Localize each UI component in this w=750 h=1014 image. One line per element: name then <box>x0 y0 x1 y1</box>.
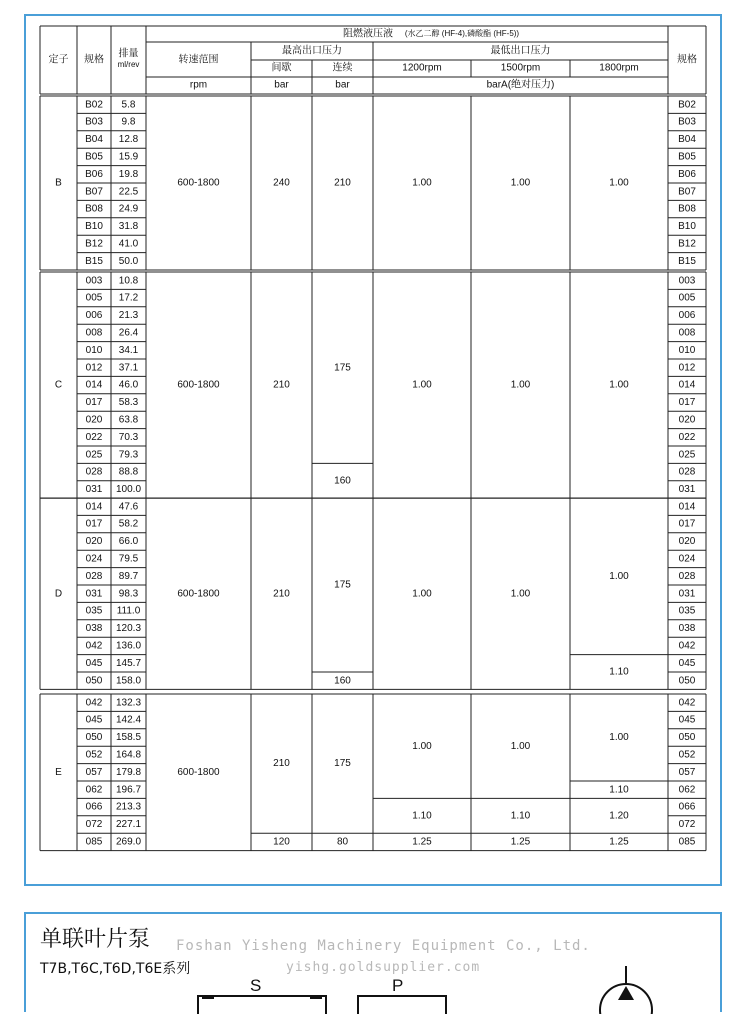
row-spec: 042 <box>85 640 103 652</box>
row-spec-right: 052 <box>678 749 696 761</box>
watermark-company: Foshan Yisheng Machinery Equipment Co., Ltd. <box>176 938 591 954</box>
row-displacement: 58.3 <box>118 397 139 409</box>
cell-continuous: 160 <box>334 475 351 487</box>
group-speed-range: 600-1800 <box>177 766 220 778</box>
header-max-outlet: 最高出口压力 <box>282 45 342 57</box>
row-displacement: 88.8 <box>118 466 139 478</box>
row-spec: 038 <box>85 623 103 635</box>
header-intermittent: 间歇 <box>271 62 292 74</box>
row-spec-right: 062 <box>678 784 696 796</box>
row-spec-right: 042 <box>678 697 696 709</box>
cell-r1500: 1.00 <box>510 177 531 189</box>
row-spec: B06 <box>85 168 103 180</box>
row-spec: 008 <box>85 327 103 339</box>
section-subtitle: T7B,T6C,T6D,T6E系列 <box>40 961 191 977</box>
cell-r1200: 1.00 <box>412 379 432 391</box>
row-displacement: 37.1 <box>118 362 139 374</box>
row-spec-right: 003 <box>678 275 696 287</box>
row-displacement: 89.7 <box>118 570 139 582</box>
row-spec-right: 050 <box>678 732 696 744</box>
row-displacement: 120.3 <box>115 623 142 635</box>
row-displacement: 12.8 <box>118 134 139 146</box>
row-spec: 050 <box>85 732 103 744</box>
cell-continuous: 210 <box>334 177 351 189</box>
row-spec: 014 <box>85 501 103 513</box>
port-p-label: P <box>392 976 404 995</box>
header-absolute-pressure: barA(绝对压力) <box>486 79 555 91</box>
row-spec-right: B05 <box>678 151 696 163</box>
row-spec-right: 031 <box>678 484 696 496</box>
row-spec-right: 028 <box>678 570 696 582</box>
row-displacement: 21.3 <box>118 310 139 322</box>
row-displacement: 50.0 <box>118 255 139 267</box>
group-stator: E <box>55 766 62 778</box>
row-spec: 003 <box>85 275 103 287</box>
row-displacement: 136.0 <box>115 640 142 652</box>
header-stator: 定子 <box>48 54 69 66</box>
group-speed-range: 600-1800 <box>177 588 220 600</box>
row-spec: 017 <box>85 397 103 409</box>
cell-intermittent: 120 <box>273 836 290 848</box>
row-spec-right: 038 <box>678 623 696 635</box>
cell-r1800: 1.00 <box>609 570 629 582</box>
port-s-block <box>198 996 326 1014</box>
row-spec: B08 <box>85 203 103 215</box>
row-spec: B03 <box>85 116 103 128</box>
row-spec: B02 <box>85 99 103 111</box>
cell-r1200: 1.00 <box>412 588 432 600</box>
row-spec: 017 <box>85 518 103 530</box>
row-displacement: 100.0 <box>115 484 142 496</box>
row-spec-right: 035 <box>678 605 696 617</box>
row-spec-right: 022 <box>678 431 696 443</box>
header-1200rpm: 1200rpm <box>402 62 442 74</box>
row-spec-right: 066 <box>678 801 696 813</box>
row-displacement: 58.2 <box>118 518 139 530</box>
group-speed-range: 600-1800 <box>177 379 220 391</box>
row-displacement: 111.0 <box>116 605 141 617</box>
header-bar-intermittent: bar <box>274 79 289 91</box>
row-spec-right: 031 <box>678 588 696 600</box>
row-spec: 052 <box>85 749 103 761</box>
row-spec: 031 <box>85 588 103 600</box>
row-displacement: 213.3 <box>115 801 142 813</box>
port-p-block <box>358 996 446 1014</box>
row-spec: 028 <box>85 466 103 478</box>
cell-intermittent: 210 <box>273 758 290 770</box>
header-spec-right: 规格 <box>677 54 697 66</box>
row-displacement: 22.5 <box>118 186 139 198</box>
row-spec-right: 024 <box>678 553 696 565</box>
row-spec: 020 <box>85 414 103 426</box>
row-spec: 006 <box>85 310 103 322</box>
row-spec-right: B12 <box>678 238 696 250</box>
header-spec: 规格 <box>84 54 104 66</box>
row-spec-right: 045 <box>678 657 696 669</box>
row-displacement: 79.5 <box>118 553 139 565</box>
row-spec: 045 <box>85 714 103 726</box>
header-fluid-title: 阻燃液压液 <box>343 28 393 40</box>
row-displacement: 34.1 <box>118 344 139 356</box>
cell-r1500: 1.00 <box>510 740 531 752</box>
cell-r1200: 1.00 <box>412 740 432 752</box>
row-displacement: 196.7 <box>115 784 142 796</box>
row-displacement: 158.5 <box>115 732 142 744</box>
row-spec: B05 <box>85 151 103 163</box>
cell-r1800: 1.00 <box>609 177 629 189</box>
group-stator: B <box>55 177 62 189</box>
group-speed-range: 600-1800 <box>177 177 220 189</box>
watermark-url: yishg.goldsupplier.com <box>286 960 481 975</box>
row-spec-right: B08 <box>678 203 696 215</box>
row-spec-right: 085 <box>678 836 696 848</box>
row-spec-right: 057 <box>678 766 696 778</box>
row-displacement: 10.8 <box>118 275 139 287</box>
row-displacement: 9.8 <box>121 116 136 128</box>
row-spec: 014 <box>85 379 103 391</box>
row-displacement: 63.8 <box>118 414 139 426</box>
row-spec-right: 020 <box>678 414 696 426</box>
row-spec: 028 <box>85 570 103 582</box>
row-spec: 035 <box>85 605 103 617</box>
single-vane-pump-section <box>24 912 722 1012</box>
row-spec-right: 008 <box>678 327 696 339</box>
row-displacement: 15.9 <box>118 151 139 163</box>
cell-continuous: 175 <box>334 579 351 591</box>
row-spec-right: 020 <box>678 536 696 548</box>
row-spec-right: 014 <box>678 501 696 513</box>
cell-r1800: 1.25 <box>609 836 629 848</box>
cell-r1800: 1.00 <box>609 379 629 391</box>
row-displacement: 179.8 <box>115 766 142 778</box>
row-displacement: 24.9 <box>118 203 139 215</box>
cell-r1200: 1.25 <box>412 836 432 848</box>
row-spec: B10 <box>85 221 103 233</box>
cell-r1800: 1.10 <box>609 666 629 678</box>
group-stator: C <box>54 379 63 391</box>
row-displacement: 79.3 <box>118 449 139 461</box>
row-displacement: 5.8 <box>121 99 136 111</box>
row-displacement: 145.7 <box>115 657 142 669</box>
cell-continuous: 160 <box>334 675 351 687</box>
row-spec-right: 006 <box>678 310 696 322</box>
row-spec-right: 017 <box>678 397 696 409</box>
cell-r1800: 1.00 <box>609 732 629 744</box>
header-fluid-note: (水乙二醇 (HF-4),磷酸酯 (HF-5)) <box>404 29 520 39</box>
row-displacement: 70.3 <box>118 431 139 443</box>
cell-r1500: 1.00 <box>510 379 531 391</box>
row-displacement: 17.2 <box>118 292 139 304</box>
row-spec-right: 012 <box>678 362 696 374</box>
row-displacement: 41.0 <box>118 238 139 250</box>
cell-r1500: 1.10 <box>510 810 531 822</box>
row-spec-right: 017 <box>678 518 696 530</box>
row-displacement: 46.0 <box>118 379 139 391</box>
header-displacement: 排量 <box>118 48 139 60</box>
row-spec: 012 <box>85 362 103 374</box>
header-displacement-unit: ml/rev <box>117 60 140 70</box>
row-spec-right: B03 <box>678 116 696 128</box>
header-bar-continuous: bar <box>335 79 350 91</box>
row-spec: 031 <box>85 484 103 496</box>
row-displacement: 26.4 <box>118 327 139 339</box>
cell-r1800: 1.10 <box>609 784 629 796</box>
row-spec-right: B15 <box>678 255 696 267</box>
pump-symbol-triangle <box>618 986 634 1000</box>
section-title: 单联叶片泵 <box>40 927 151 952</box>
row-spec-right: 050 <box>678 675 696 687</box>
row-spec: 062 <box>85 784 103 796</box>
row-spec-right: B07 <box>678 186 696 198</box>
header-speed-unit: rpm <box>189 79 208 91</box>
row-spec-right: B02 <box>678 99 696 111</box>
row-displacement: 158.0 <box>115 675 142 687</box>
port-s-label: S <box>250 976 262 995</box>
cell-r1200: 1.00 <box>412 177 432 189</box>
header-speed-range: 转速范围 <box>178 54 219 66</box>
row-spec-right: B10 <box>678 221 696 233</box>
row-spec: 022 <box>85 431 103 443</box>
row-displacement: 142.4 <box>115 714 142 726</box>
row-displacement: 66.0 <box>118 536 139 548</box>
row-spec: 005 <box>85 292 103 304</box>
header-1500rpm: 1500rpm <box>500 62 541 74</box>
row-spec-right: 010 <box>678 344 696 356</box>
row-spec: B04 <box>85 134 103 146</box>
cell-r1500: 1.00 <box>510 588 531 600</box>
cell-r1800: 1.20 <box>609 810 629 822</box>
row-spec: 042 <box>85 697 103 709</box>
row-spec-right: B06 <box>678 168 696 180</box>
row-spec: 072 <box>85 819 103 831</box>
cell-continuous: 80 <box>336 836 349 848</box>
row-displacement: 31.8 <box>118 221 139 233</box>
cell-intermittent: 210 <box>273 379 290 391</box>
row-spec: 010 <box>85 344 103 356</box>
row-spec: 025 <box>85 449 103 461</box>
group-stator: D <box>54 588 63 600</box>
row-displacement: 164.8 <box>115 749 142 761</box>
cell-r1500: 1.25 <box>510 836 531 848</box>
row-spec-right: 072 <box>678 819 696 831</box>
cell-continuous: 175 <box>334 758 351 770</box>
row-displacement: 47.6 <box>118 501 139 513</box>
row-spec: 050 <box>85 675 103 687</box>
row-spec: 020 <box>85 536 103 548</box>
row-spec-right: 042 <box>678 640 696 652</box>
cell-intermittent: 240 <box>273 177 290 189</box>
row-spec-right: B04 <box>678 134 696 146</box>
header-min-outlet: 最低出口压力 <box>490 45 551 57</box>
row-displacement: 98.3 <box>118 588 139 600</box>
row-spec: B07 <box>85 186 103 198</box>
row-spec-right: 014 <box>678 379 696 391</box>
row-spec: B12 <box>85 238 103 250</box>
row-spec: 066 <box>85 801 103 813</box>
cell-r1200: 1.10 <box>412 810 432 822</box>
row-displacement: 19.8 <box>118 168 139 180</box>
row-spec: 024 <box>85 553 103 565</box>
header-continuous: 连续 <box>332 62 353 74</box>
row-spec: 045 <box>85 657 103 669</box>
header-1800rpm: 1800rpm <box>599 62 639 74</box>
cell-intermittent: 210 <box>273 588 290 600</box>
row-spec: 085 <box>85 836 103 848</box>
row-spec-right: 028 <box>678 466 696 478</box>
row-spec: B15 <box>85 255 103 267</box>
cell-continuous: 175 <box>334 362 351 374</box>
row-spec-right: 025 <box>678 449 696 461</box>
row-spec-right: 045 <box>678 714 696 726</box>
row-displacement: 132.3 <box>115 697 142 709</box>
row-displacement: 227.1 <box>115 819 142 831</box>
row-spec: 057 <box>85 766 103 778</box>
row-displacement: 269.0 <box>115 836 142 848</box>
row-spec-right: 005 <box>678 292 696 304</box>
